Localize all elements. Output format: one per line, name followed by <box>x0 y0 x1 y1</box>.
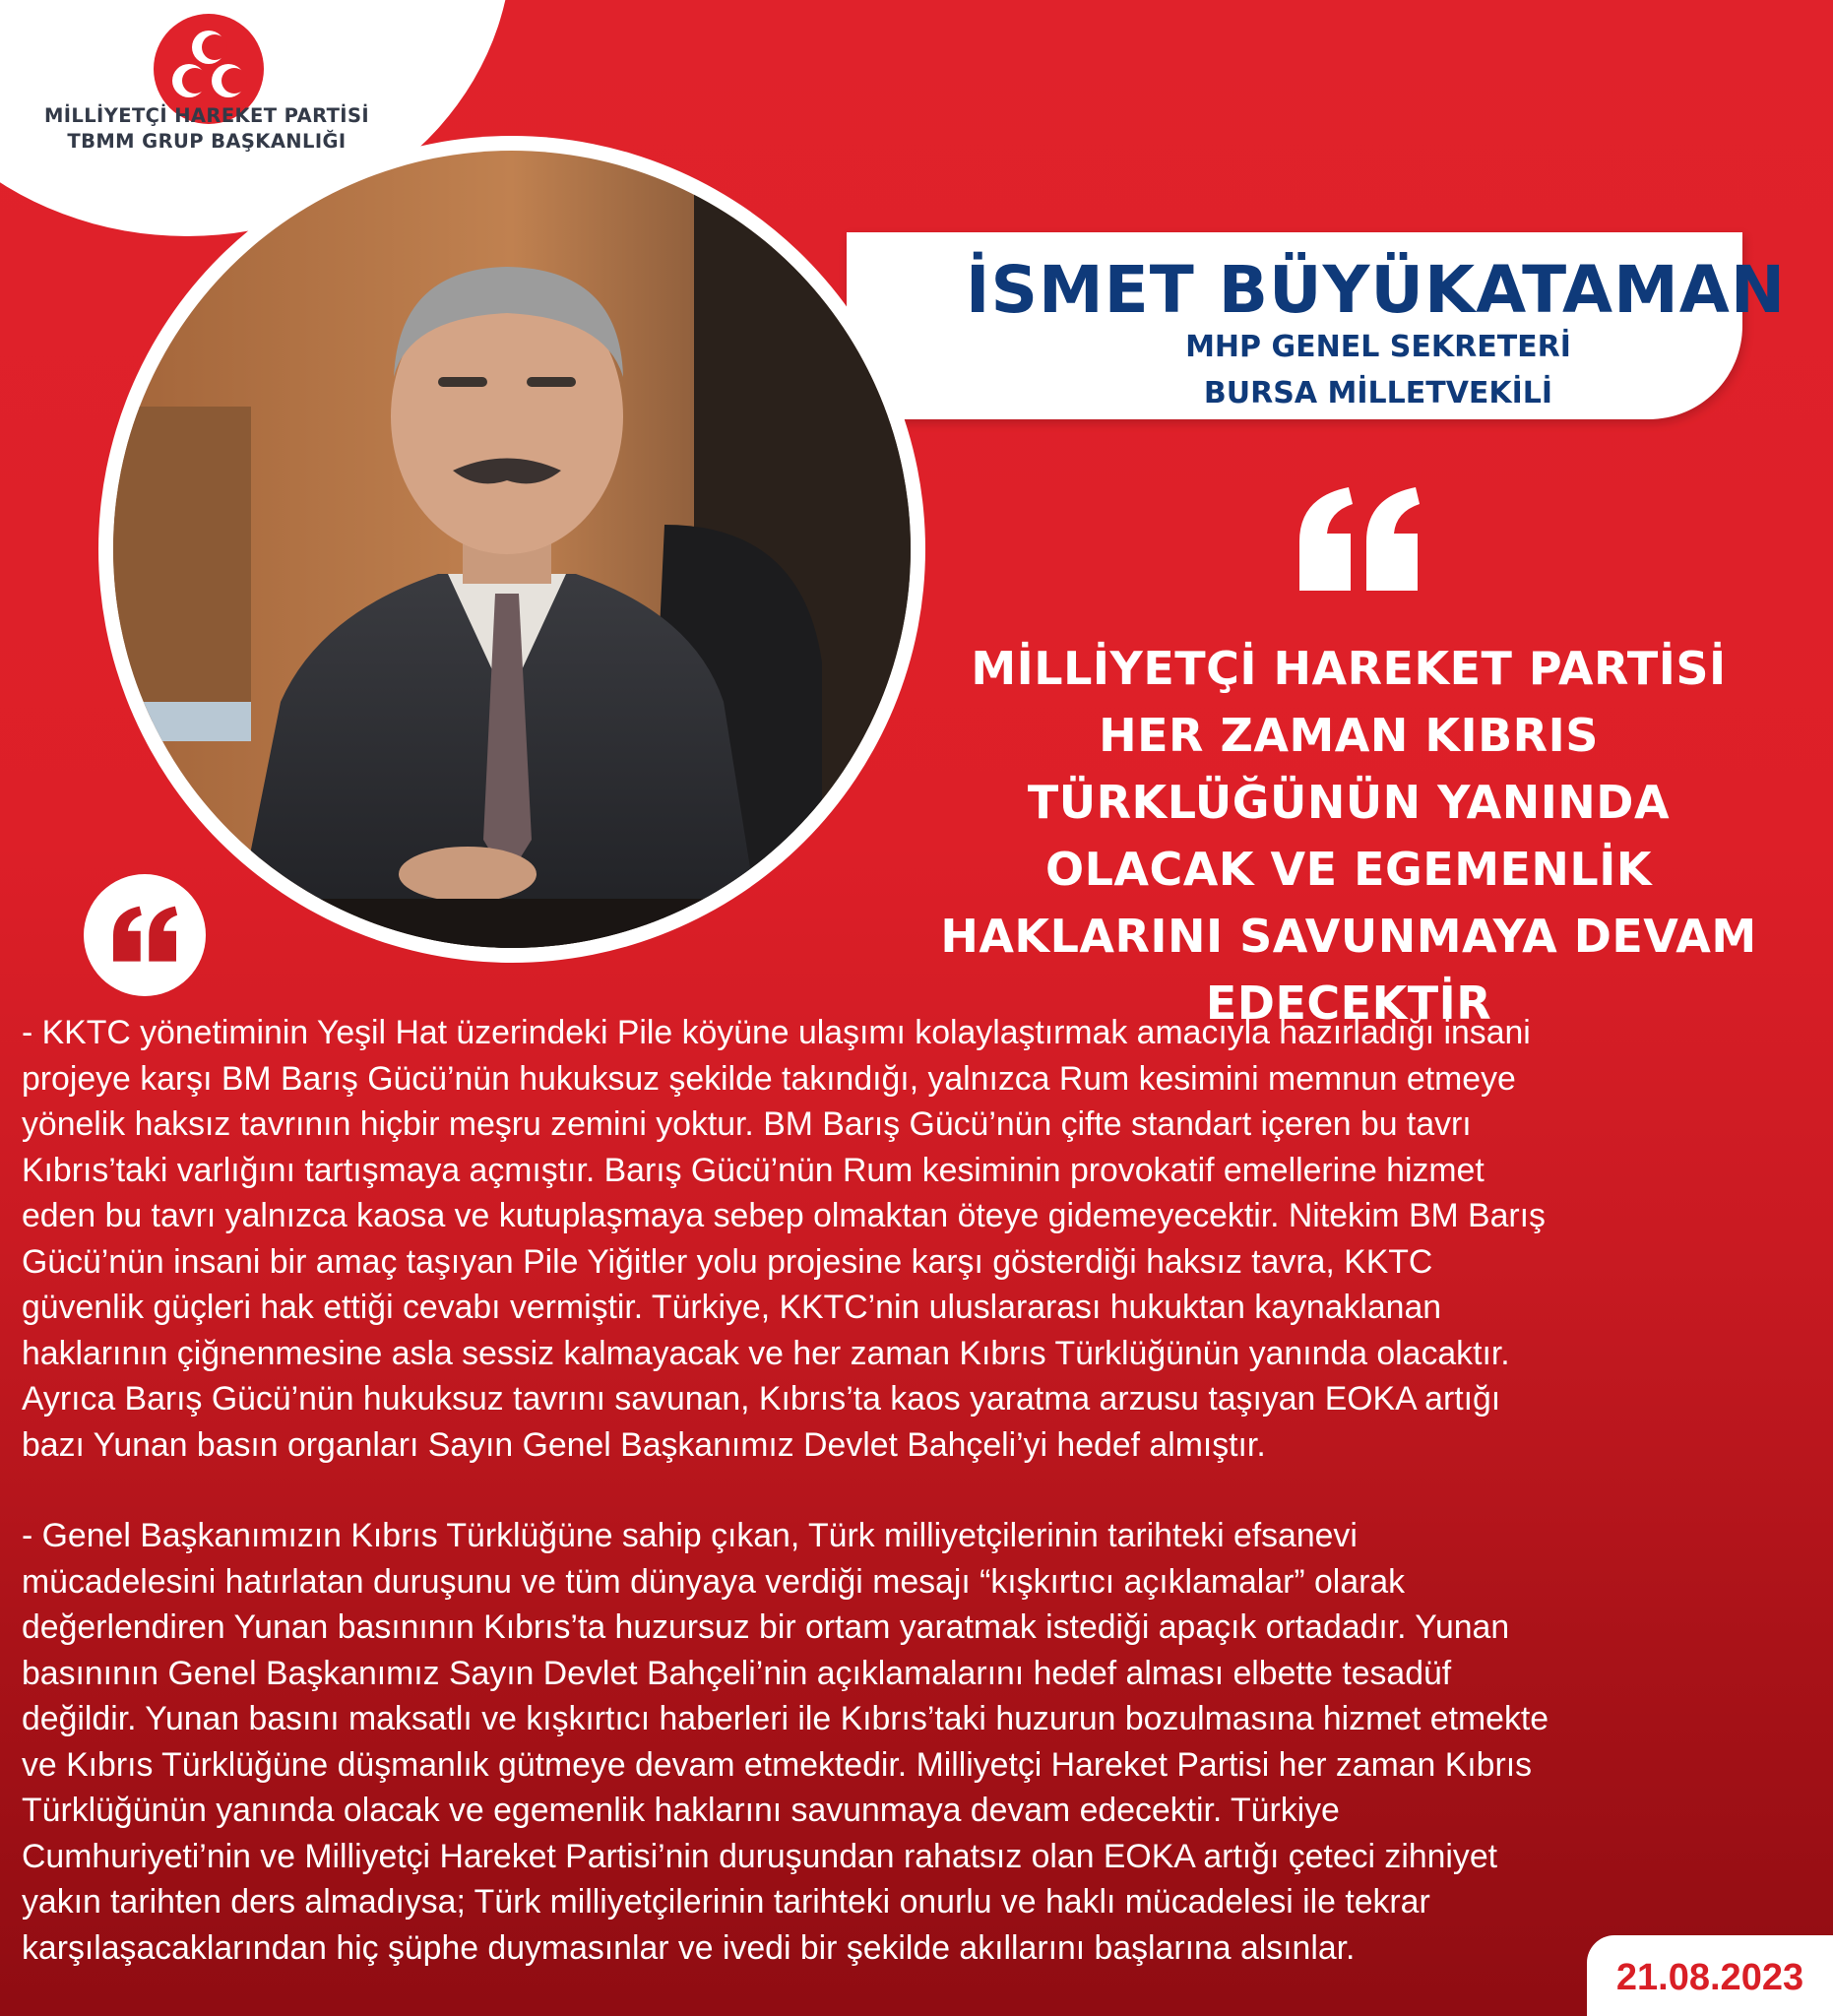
statement-paragraph-1: - KKTC yönetiminin Yeşil Hat üzerindeki Pile köyüne ulaşımı kolaylaştırmak amacıyla hazırladığı insani projeye karşı BM Barış Gücü’nün hukuksuz şekilde takındığı, yalnızca Rum kesimini memnun etmeye yönelik haksız tavrının hiçbir meşru zemini yoktur. BM Barış Gücü’nün çifte standart içeren bu tavrı Kıbrıs’taki varlığını tartışmaya açmıştır. Barış Gücü’nün Rum kesiminin provokatif emellerine hizmet eden bu tavrı yalnızca kaosa ve kutuplaşmaya sebep olmaktan öteye gidemeyecektir. Nitekim BM Barış Gücü’nün insani bir amaç taşıyan Pile Yiğitler yolu projesine karşı gösterdiği haksız tavra, KKTC güvenlik güçleri hak ettiği cevabı vermiştir. Türkiye, KKTC’nin uluslararası hukuktan kaynaklanan haklarının çiğnenmesine asla sessiz kalmayacak ve her zaman Kıbrıs Türklüğünün yanında olacaktır. Ayrıca Barış Gücü’nün hukuksuz tavrını savunan, Kıbrıs’ta kaos yaratma arzusu taşıyan EOKA artığı bazı Yunan basın organları Sayın Genel Başkanımız Devlet Bahçeli’yi hedef almıştır. <box>22 1014 1546 1464</box>
quote-icon <box>1290 482 1427 600</box>
portrait-photo <box>113 151 911 948</box>
quote-icon-small <box>107 904 182 967</box>
party-name <box>20 103 394 155</box>
quote-headline: MİLLİYETÇİ HAREKET PARTİSİ HER ZAMAN KIBRIS TÜRKLÜĞÜNÜN YANINDA OLACAK VE EGEMENLİK HAKLARINI SAVUNMAYA DEVAM EDECEKTİR <box>940 642 1757 1030</box>
person-name: İSMET BÜYÜKATAMAN <box>965 252 1787 328</box>
statement-paragraph-2: - Genel Başkanımızın Kıbrıs Türklüğüne sahip çıkan, Türk milliyetçilerinin tarihteki efsanevi mücadelesini hatırlatan duruşunu ve tüm dünyaya verdiği mesajı “kışkırtıcı açıklamalar” olarak değerlendiren Yunan basınının Kıbrıs’ta huzursuz bir ortam yaratmak istediği apaçık ortadadır. Yunan basınının Genel Başkanımız Sayın Devlet Bahçeli’nin açıklamalarını hedef alması elbette tesadüf değildir. Yunan basını maksatlı ve kışkırtıcı haberleri ile Kıbrıs’taki huzurun bozulmasına hizmet etmekte ve Kıbrıs Türklüğüne düşmanlık gütmeye devam etmektedir. Milliyetçi Hareket Partisi her zaman Kıbrıs Türklüğünün yanında olacak ve egemenlik haklarını savunmaya devam edecektir. Türkiye Cumhuriyeti’nin ve Milliyetçi Hareket Partisi’nin duruşundan rahatsız olan EOKA artığı çeteci zihniyet yakın tarihten ders almadıysa; Türk milliyetçilerinin tarihteki onurlu ve haklı mücadelesi ile tekrar karşılaşacaklarından hiç şüphe duymasınlar ve ivedi bir şekilde akıllarını başlarına alsınlar. <box>22 1517 1549 1967</box>
date-label: 21.08.2023 <box>1615 1957 1804 1998</box>
quote-badge <box>84 874 206 996</box>
person-title-2: BURSA MİLLETVEKİLİ <box>1203 376 1553 410</box>
party-name-line2: TBMM GRUP BAŞKANLIĞI <box>67 130 347 153</box>
party-name-line1: MİLLİYETÇİ HAREKET PARTİSİ <box>43 104 370 127</box>
statement-body <box>22 1010 1828 1971</box>
person-title-1: MHP GENEL SEKRETERİ <box>1185 330 1571 364</box>
